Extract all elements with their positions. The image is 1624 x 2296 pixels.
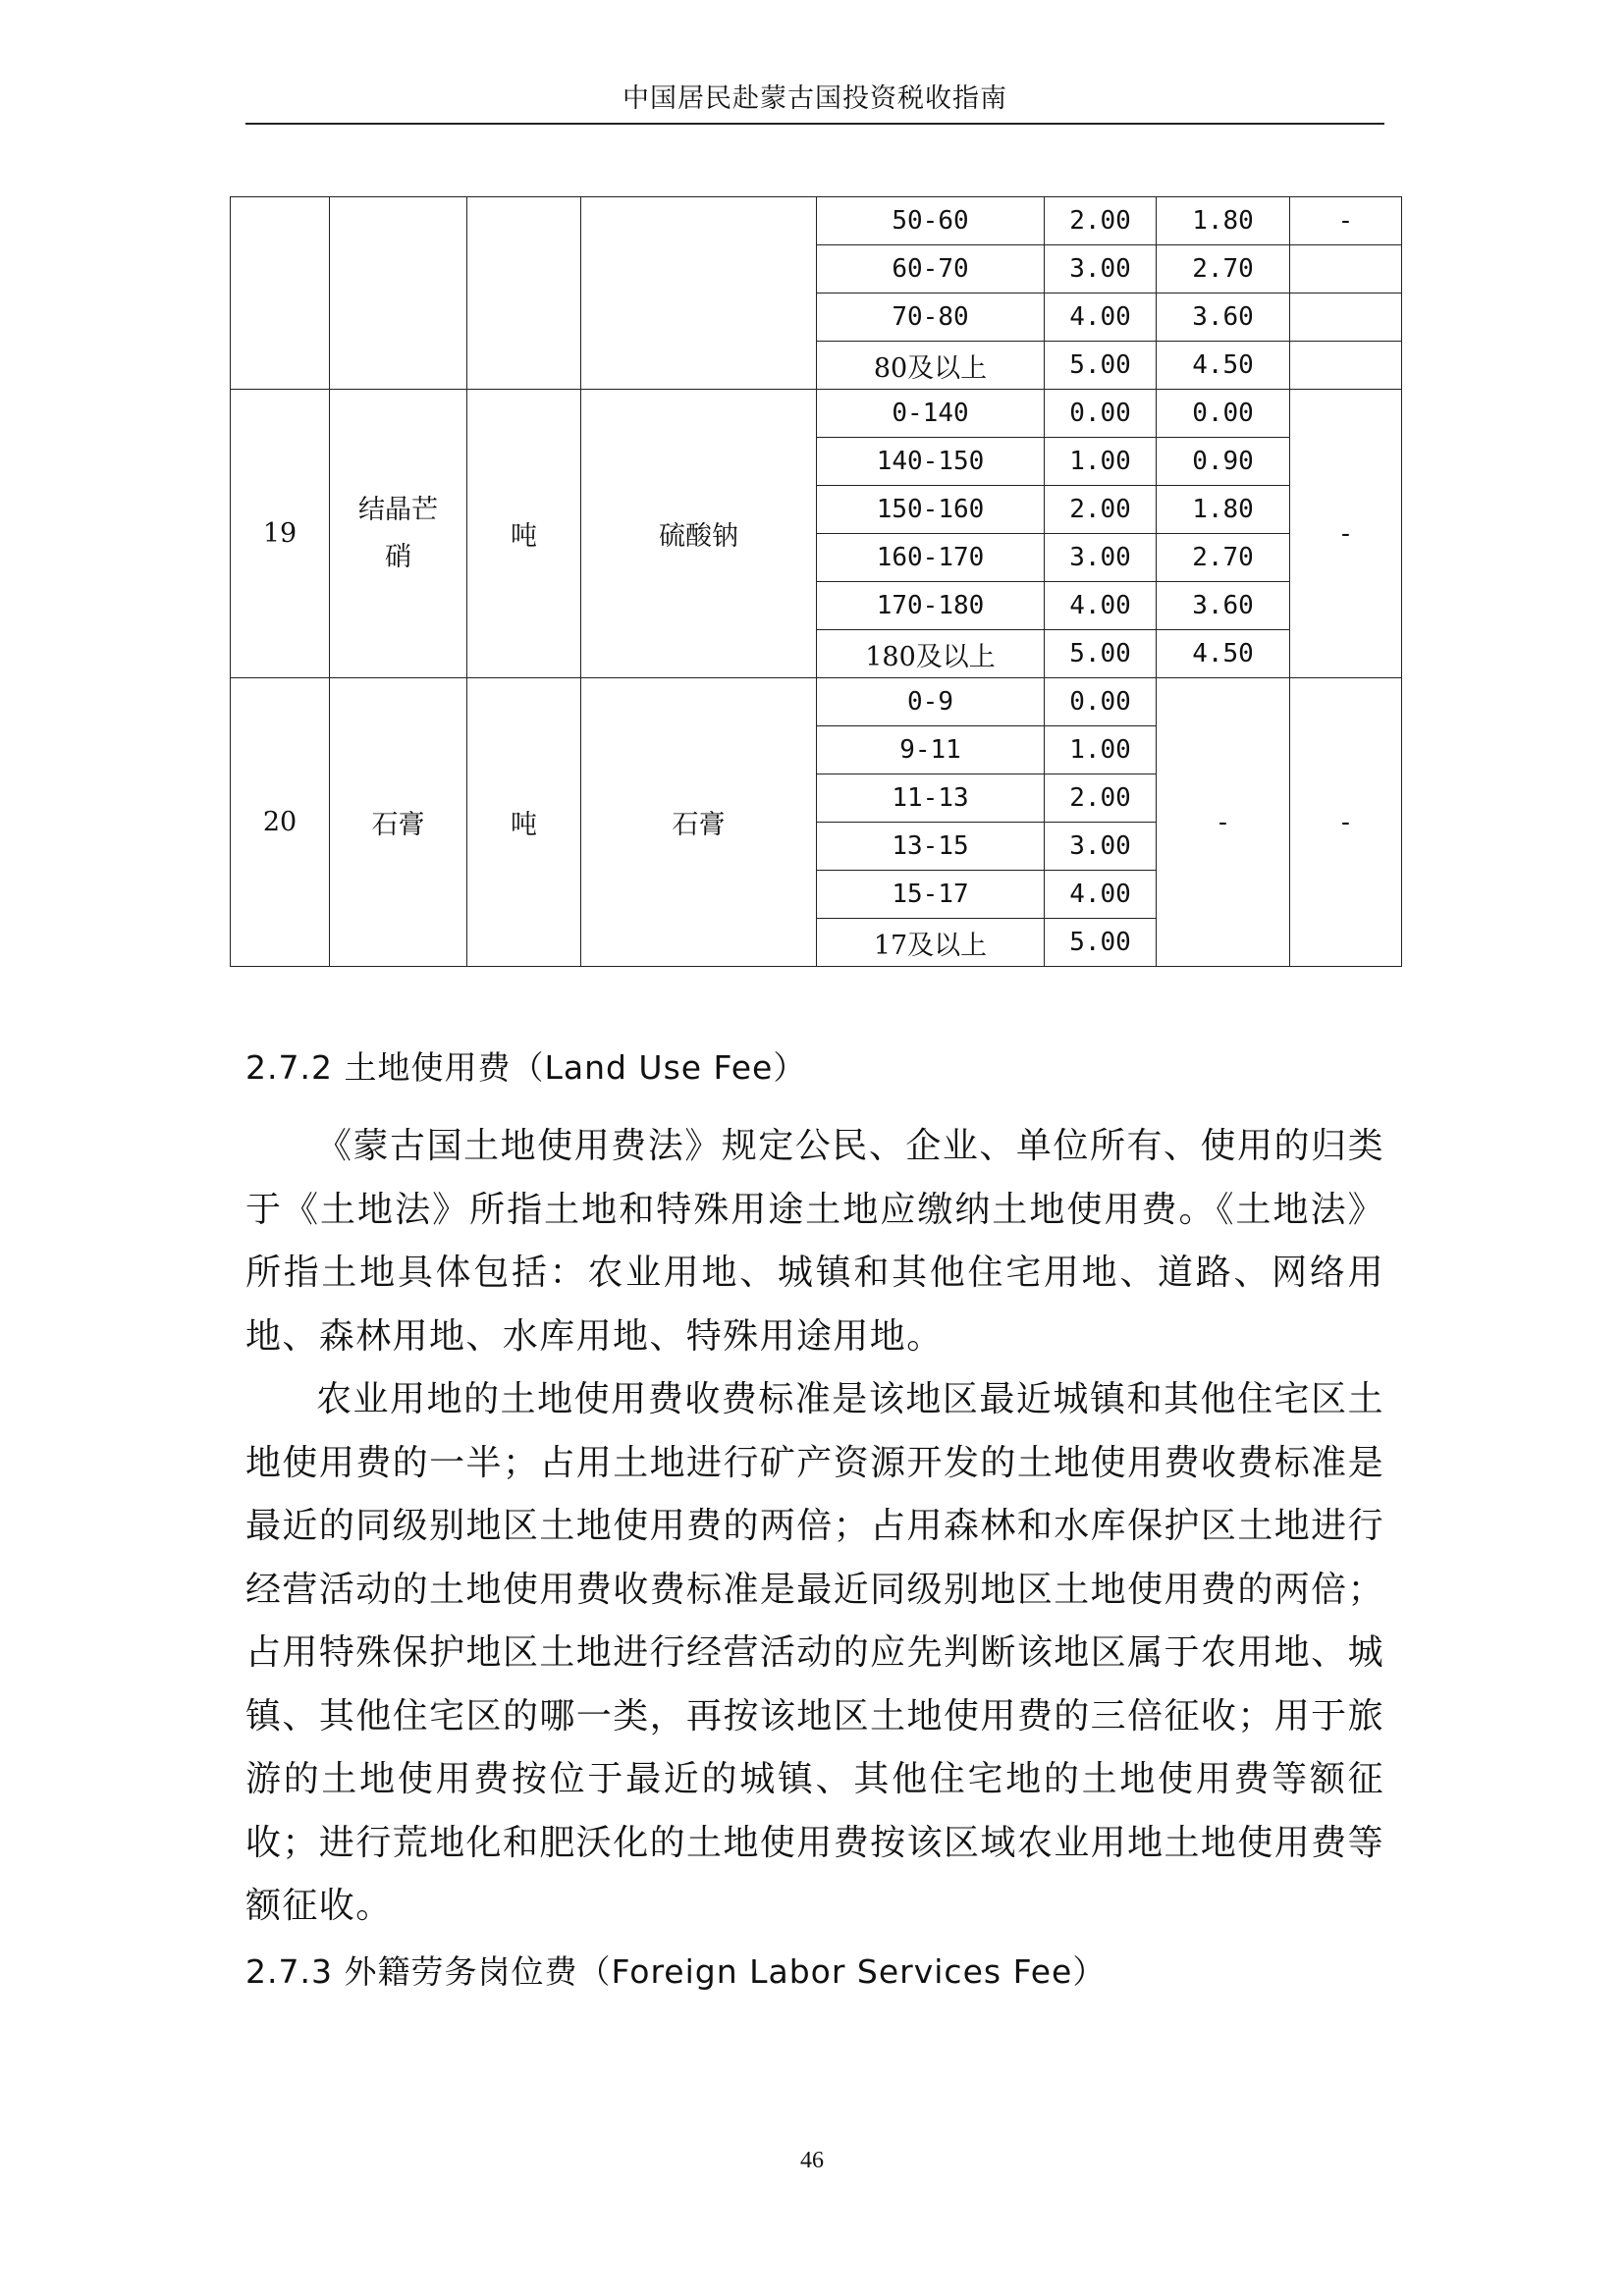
cell-basis: 硫酸钠 — [581, 390, 817, 678]
cell-range: 0-9 — [817, 678, 1045, 726]
cell-rate-a: 3.00 — [1045, 245, 1157, 294]
cell-range: 80及以上 — [817, 342, 1045, 390]
cell-rate-a: 0.00 — [1045, 678, 1157, 726]
cell-rate-b: 4.50 — [1157, 342, 1290, 390]
cell-range: 160-170 — [817, 534, 1045, 582]
cell-rate-b: 1.80 — [1157, 197, 1290, 245]
cell-rate-b: 3.60 — [1157, 582, 1290, 630]
cell-rate-a: 5.00 — [1045, 919, 1157, 967]
cell-rate-b: 3.60 — [1157, 294, 1290, 342]
cell-range: 13-15 — [817, 823, 1045, 871]
cell-no — [231, 197, 330, 390]
cell-range: 11-13 — [817, 774, 1045, 823]
section-heading-2-7-3: 2.7.3 外籍劳务岗位费（Foreign Labor Services Fee） — [245, 1952, 1107, 1991]
cell-no: 19 — [231, 390, 330, 678]
cell-rate-a: 5.00 — [1045, 342, 1157, 390]
cell-unit: 吨 — [467, 390, 581, 678]
cell-rate-b: 2.70 — [1157, 534, 1290, 582]
paragraph: 农业用地的土地使用费收费标准是该地区最近城镇和其他住宅区土地使用费的一半；占用土地进行矿产资源开发的土地使用费收费标准是最近的同级别地区土地使用费的两倍；占用森林和水库保护区土地进行经营活动的土地使用费收费标准是最近同级别地区土地使用费的两倍；占用特殊保护地区土地进行经营活动的应先判断该地区属于农用地、城镇、其他住宅区的哪一类，再按该地区土地使用费的三倍征收；用于旅游的土地使用费按位于最近的城镇、其他住宅地的土地使用费等额征收；进行荒地化和肥沃化的土地使用费按该区域农业用地土地使用费等额征收。 — [245, 1379, 1384, 1926]
cell-rate-a: 4.00 — [1045, 871, 1157, 919]
cell-range: 150-160 — [817, 486, 1045, 534]
cell-range: 15-17 — [817, 871, 1045, 919]
cell-rate-b: 1.80 — [1157, 486, 1290, 534]
cell-name: 石膏 — [330, 678, 467, 967]
cell-rate-a: 4.00 — [1045, 294, 1157, 342]
cell-rate-c — [1290, 342, 1402, 390]
cell-range: 170-180 — [817, 582, 1045, 630]
cell-range: 140-150 — [817, 438, 1045, 486]
table-row — [231, 678, 1402, 726]
cell-rate-a: 3.00 — [1045, 534, 1157, 582]
cell-rate-b: 0.00 — [1157, 390, 1290, 438]
cell-rate-a: 2.00 — [1045, 197, 1157, 245]
table-row — [231, 197, 1402, 245]
cell-rate-a: 2.00 — [1045, 774, 1157, 823]
cell-rate-c: - — [1290, 197, 1402, 245]
cell-basis — [581, 197, 817, 390]
cell-name: 结晶芒硝 — [330, 390, 467, 678]
cell-rate-a: 1.00 — [1045, 726, 1157, 774]
cell-range: 0-140 — [817, 390, 1045, 438]
cell-range: 17及以上 — [817, 919, 1045, 967]
cell-rate-a: 4.00 — [1045, 582, 1157, 630]
cell-rate-b: 2.70 — [1157, 245, 1290, 294]
paragraph: 《蒙古国土地使用费法》规定公民、企业、单位所有、使用的归类于《土地法》所指土地和特殊用途土地应缴纳土地使用费。《土地法》所指土地具体包括：农业用地、城镇和其他住宅用地、道路、网络用地、森林用地、水库用地、特殊用途用地。 — [245, 1126, 1384, 1357]
table-row — [231, 390, 1402, 438]
cell-range: 60-70 — [817, 245, 1045, 294]
section-heading-2-7-2: 2.7.2 土地使用费（Land Use Fee） — [245, 1048, 807, 1087]
cell-rate-c: - — [1290, 678, 1402, 967]
cell-range: 70-80 — [817, 294, 1045, 342]
cell-rate-c: - — [1290, 390, 1402, 678]
cell-rate-c — [1290, 245, 1402, 294]
page-header-title: 中国居民赴蒙古国投资税收指南 — [623, 83, 1007, 114]
cell-basis: 石膏 — [581, 678, 817, 967]
cell-rate-a: 3.00 — [1045, 823, 1157, 871]
cell-rate-a: 2.00 — [1045, 486, 1157, 534]
cell-range: 9-11 — [817, 726, 1045, 774]
cell-unit: 吨 — [467, 678, 581, 967]
cell-rate-c — [1290, 294, 1402, 342]
cell-range: 50-60 — [817, 197, 1045, 245]
cell-rate-b: 4.50 — [1157, 630, 1290, 678]
cell-rate-b: 0.90 — [1157, 438, 1290, 486]
cell-name — [330, 197, 467, 390]
page-number: 46 — [800, 2148, 824, 2173]
cell-rate-a: 0.00 — [1045, 390, 1157, 438]
cell-rate-b: - — [1157, 678, 1290, 967]
cell-no: 20 — [231, 678, 330, 967]
cell-rate-a: 5.00 — [1045, 630, 1157, 678]
cell-rate-a: 1.00 — [1045, 438, 1157, 486]
header-divider — [245, 123, 1384, 125]
cell-range: 180及以上 — [817, 630, 1045, 678]
fee-rate-table — [230, 196, 1402, 967]
cell-unit — [467, 197, 581, 390]
